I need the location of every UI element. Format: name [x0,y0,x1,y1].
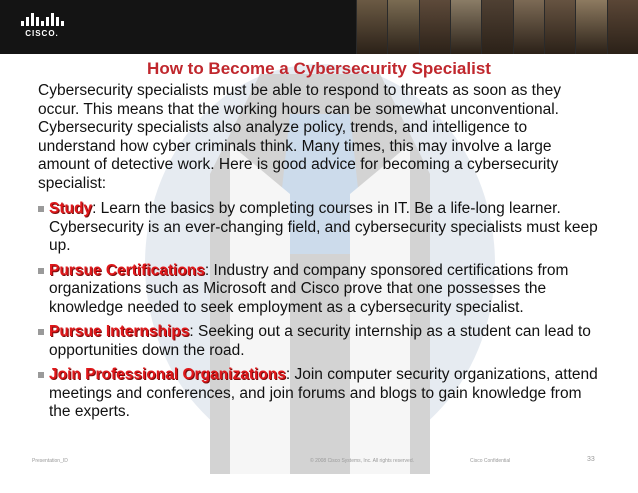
square-bullet-icon [38,268,44,274]
footer-confidential: Cisco Confidential [470,458,511,464]
square-bullet-icon [38,329,44,335]
footer-presentation-id: Presentation_ID [32,458,68,464]
bullet-text: : Seeking out a security internship as a student can lead to opportunities down the road. [49,323,591,359]
advice-bullet-list [38,200,604,422]
bullet-term: Join Professional Organizations [49,366,286,383]
bullet-term: Pursue Internships [49,323,190,340]
header-photo [481,0,512,54]
cisco-header-bar [0,0,638,54]
header-photo [450,0,481,54]
bullet-text: : Learn the basics by completing courses in IT. Be a life-long learner. Cybersecurity is an ever-changing field, and cybersecurity specialists must keep up. [49,200,598,254]
intro-paragraph: Cybersecurity specialists must be able to respond to threats as soon as they occur. This means that the working hours can be somewhat unconventional. Cybersecurity specialists also analyze policy, trends, and intelligence to understand how cyber criminals think. Many times, this may involve a large amount of detective work. Here is good advice for becoming a cybersecurity specialist: [38,82,561,192]
slide-title: How to Become a Cybersecurity Specialist [147,59,491,78]
slide-footer [0,455,638,469]
square-bullet-icon [38,372,44,378]
bullet-term: Pursue Certifications [49,261,205,279]
bullet-study [38,200,604,256]
page-number: 33 [587,456,595,463]
footer-copyright: © 2008 Cisco Systems, Inc. All rights reserved. [310,458,415,464]
bullet-join-professional-organizations [38,366,604,422]
slide-body [38,82,604,428]
bullet-text: : Join computer security organizations, attend meetings and conferences, and join forums and blogs to gain knowledge from the experts. [49,366,598,420]
cisco-logo-text: CISCO. [25,29,59,38]
header-photo [513,0,544,54]
header-photo [356,0,387,54]
header-photo [575,0,606,54]
square-bullet-icon [38,206,44,212]
header-photo [607,0,638,54]
bullet-pursue-internships [38,323,604,360]
bullet-pursue-certifications [38,262,604,318]
header-photo [544,0,575,54]
bullet-text: : Industry and company sponsored certifications from organizations such as Microsoft and Cisco prove that one possesses the knowledge needed to seek employment as a cybersecurity specialist. [49,261,569,316]
header-photo [387,0,418,54]
header-photo-strip [356,0,638,54]
header-photo [419,0,450,54]
cisco-logo-bars-icon [12,10,72,26]
bullet-term: Study [49,200,93,217]
cisco-logo [12,10,72,46]
